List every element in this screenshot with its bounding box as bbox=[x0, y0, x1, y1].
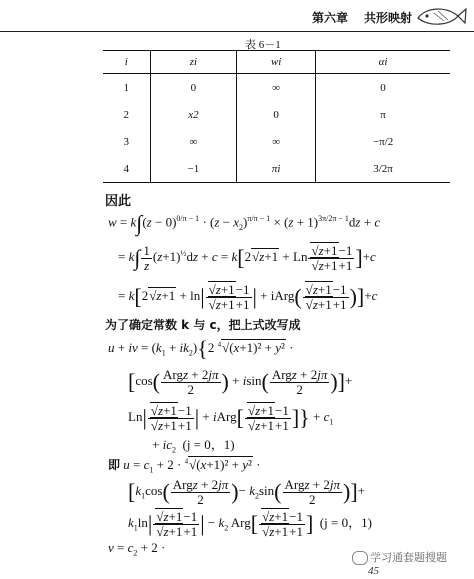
equation-w-line1: $w = k\int(z - 0)^{0/\pi - 1} \cdot (z - x_2)^{\pi/\pi - 1} \times (z + 1)^{3\pi/2\pi - 1}dz + c$ bbox=[108, 210, 381, 236]
table-row bbox=[103, 128, 450, 155]
watermark bbox=[352, 549, 447, 565]
table-row bbox=[103, 74, 450, 102]
j-values-1: (j = 0，1) bbox=[182, 437, 235, 452]
table-cell: x2 bbox=[150, 101, 237, 128]
column-header: zi bbox=[150, 51, 237, 74]
data-table bbox=[103, 50, 450, 183]
equation-u-line2: [$k_1\cos$( $\frac{\text{Argz + 2jπ}}{2}$ )− $k_2\sin$( $\frac{\text{Argz + 2jπ}}{2}$ )]+ bbox=[128, 477, 366, 507]
chapter-label: 第六章 bbox=[312, 11, 349, 25]
column-header: αi bbox=[316, 51, 450, 74]
table-header-row bbox=[103, 51, 450, 74]
table-caption: 表 6－1 bbox=[245, 39, 281, 51]
column-header: wi bbox=[237, 51, 316, 74]
watermark-text: 学习通套题搜题 bbox=[370, 551, 447, 564]
equation-w-line3: = k[2√z+1 + ln| $\frac{√z+1-1}{√z+1+1}$ | + iArg( $\frac{√z+1-1}{√z+1+1}$ )]+c bbox=[118, 282, 378, 312]
equation-w-line2: = k∫ $\frac{1}{z}$ $(z+1)^{\frac{1}{2}}dz + c = k[2√z+1 + Ln$ $\frac{√z+1-1}{√z+1+1}$ ]+c bbox=[118, 243, 376, 273]
table-cell: π bbox=[316, 101, 450, 128]
table-cell: 0 bbox=[316, 74, 450, 102]
equation-uv-line4: + $ic_2$ (j = 0，1) bbox=[152, 437, 235, 455]
table-cell: 2 bbox=[123, 108, 130, 121]
table-cell: 3/2π bbox=[316, 155, 450, 183]
table-cell: πi bbox=[237, 155, 316, 183]
equation-u-line1: 即 $u = c_1 + 2 \cdot ^4√(x+1)^2 + y^2$ · bbox=[108, 457, 261, 475]
j-values-2: (j = 0，1) bbox=[319, 515, 372, 531]
column-header: i bbox=[103, 51, 150, 74]
table-cell: −1 bbox=[150, 155, 237, 183]
header-rule bbox=[0, 31, 474, 32]
table-cell: 1 bbox=[123, 81, 130, 94]
table-cell: 3 bbox=[123, 135, 130, 148]
table-cell: ∞ bbox=[237, 74, 316, 102]
page-number: 45 bbox=[368, 565, 379, 577]
table-cell: 0 bbox=[237, 101, 316, 128]
table-row bbox=[103, 155, 450, 183]
therefore-label: 因此 bbox=[105, 194, 132, 209]
equation-uv-line1: u + iv = $(k_1 + ik_2)\{2$ $^4$√(x+1)² + y² · bbox=[108, 336, 294, 362]
table-cell: 0 bbox=[150, 74, 237, 102]
equation-uv-line2: [cos( $\frac{\text{Argz + 2jπ}}{2}$ ) + isin( $\frac{\text{Argz + 2jπ}}{2}$ )]+ bbox=[128, 367, 353, 397]
determine-constants-text: 为了确定常数 k 与 c，把上式改写成 bbox=[105, 318, 301, 332]
table-cell: ∞ bbox=[237, 128, 316, 155]
table-cell: 4 bbox=[103, 155, 150, 183]
equation-u-line3: $k_1\ln|$ $\frac{√z+1-1}{√z+1+1}$ | − $k_2$ Arg[ $\frac{√z+1-1}{√z+1+1}$ ] (j = 0，1) bbox=[128, 509, 372, 539]
table-cell: −π/2 bbox=[316, 128, 450, 155]
wechat-icon bbox=[352, 551, 368, 565]
equation-v-line1: $v = c_2 + 2$ · bbox=[108, 540, 166, 558]
table-row bbox=[103, 101, 450, 128]
ie-label: 即 bbox=[108, 458, 121, 472]
chapter-title: 共形映射 bbox=[364, 11, 413, 25]
equation-uv-line3: Ln| $\frac{√z+1-1}{√z+1+1}$ | + iArg[ $\frac{√z+1-1}{√z+1+1}$ ]} + $c_1$ bbox=[128, 403, 334, 433]
table-cell: ∞ bbox=[150, 128, 237, 155]
